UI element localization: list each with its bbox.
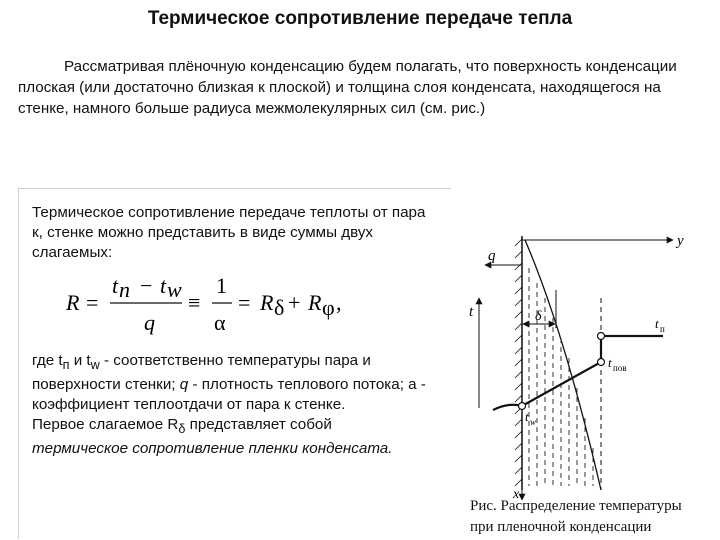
formula-R: R [66,290,80,315]
formula-eq2: ≡ [188,290,201,315]
def-text-b: и t [69,352,91,369]
formula-Rd-sub: δ [274,295,285,320]
formula-comma: , [336,290,342,315]
formula-plus: + [288,290,301,315]
formula-q: q [144,310,155,335]
formula-Rf-sub: φ [322,295,335,320]
formula-minus: − [140,273,153,298]
film-boundary [525,240,601,490]
resistance-formula [64,270,364,340]
condensate-dashes [529,268,593,486]
intro-text: Рассматривая плёночную конденсацию будем полагать, что поверхность конденсации плоская (или достаточно близкая к плоской) и толщина слоя конденсата, находящегося на стенке, намного больше радиуса межмолекулярных сил (см. рис.) [18,58,677,117]
tw-sub: w [530,417,537,427]
formula-Rf: R [308,290,322,315]
def-sub-n: п [62,358,70,373]
definitions-paragraph [32,351,432,459]
x-axis-label: x [513,487,520,502]
caption-line-2: при пленочной конденсации [470,519,652,535]
formula-Rd: R [260,290,274,315]
condensation-figure [455,228,720,540]
delta-label: δ [535,309,542,324]
first-term-text: Первое слагаемое R [32,416,179,434]
tpov-label: t [608,355,612,370]
film-resistance-italic: термическое сопротивление пленки конденсата. [32,440,393,458]
formula-eq3: = [238,290,251,315]
formula-alpha: α [214,310,226,335]
tn-label: t [655,316,659,331]
formula-one: 1 [216,273,227,298]
t-axis-label: t [469,304,474,320]
def-sub-w: w [90,358,100,373]
first-term-text-b: представляет собой [185,416,332,434]
q-label: q [488,248,496,264]
resistance-paragraph: Термическое сопротивление передаче теплоты от пара к, стенке можно представить в виде суммы двух слагаемых: [32,204,426,261]
y-axis-label: y [677,233,684,249]
formula-eq1: = [86,290,99,315]
tn-sub: п [660,324,665,334]
def-text-a: где t [32,352,63,369]
formula-tw-sub: w [167,277,182,302]
tpov-point [598,359,605,366]
def-text-c: - соответственно температуры пара и поверхности стенки; [32,352,371,394]
figure-caption [470,496,720,538]
first-term-sub: δ [178,422,186,437]
def-q: q [179,376,189,394]
wall-hatching [515,239,522,486]
tn-point [598,333,605,340]
tw-label: t [525,409,529,424]
def-text-d: - плотность теплового потока; a - коэффициент теплоотдачи от пара к стенке. [32,376,426,414]
tpov-sub: пов [613,363,627,373]
formula-tn-sub: п [119,277,130,302]
intro-paragraph [18,56,708,119]
formula-tw: t [160,273,167,298]
wall-temperature-curve [493,405,522,410]
formula-tn: t [112,273,119,298]
slide-title: Термическое сопротивление передаче тепла [147,8,573,29]
caption-line-1: Рис. Распределение температуры [470,498,682,514]
